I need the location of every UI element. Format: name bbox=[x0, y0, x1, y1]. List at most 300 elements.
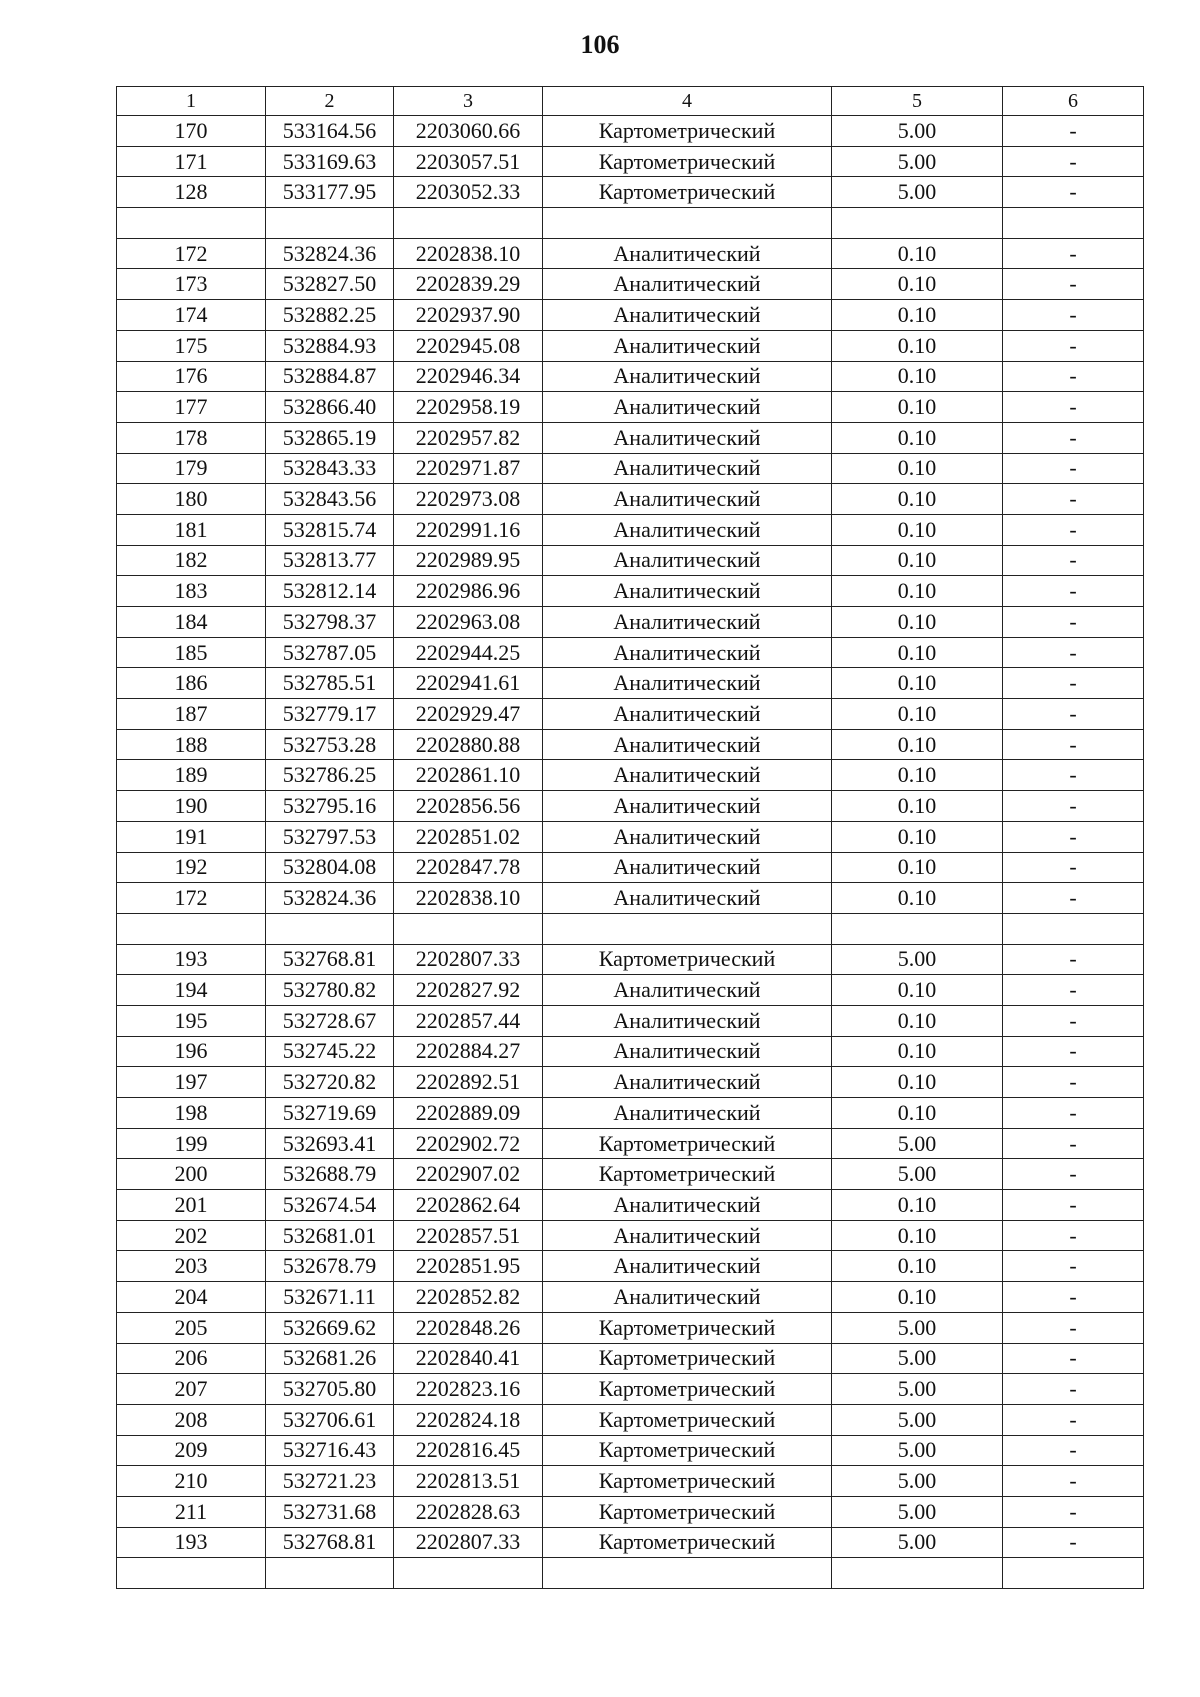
table-cell: 2202807.33 bbox=[394, 944, 543, 975]
table-cell: 0.10 bbox=[832, 1005, 1003, 1036]
table-cell: 532706.61 bbox=[266, 1404, 394, 1435]
header-cell: 6 bbox=[1003, 87, 1144, 116]
table-cell: - bbox=[1003, 637, 1144, 668]
table-cell: - bbox=[1003, 1527, 1144, 1558]
table-cell: 532721.23 bbox=[266, 1466, 394, 1497]
table-row bbox=[117, 760, 1144, 791]
table-row bbox=[117, 422, 1144, 453]
table-cell: 5.00 bbox=[832, 1527, 1003, 1558]
table-cell: 2202957.82 bbox=[394, 422, 543, 453]
table-cell: 532804.08 bbox=[266, 852, 394, 883]
table-cell: 5.00 bbox=[832, 116, 1003, 147]
table-row bbox=[117, 607, 1144, 638]
table-cell: Картометрический bbox=[543, 1404, 832, 1435]
page-number: 106 bbox=[580, 30, 620, 59]
table-cell: 0.10 bbox=[832, 975, 1003, 1006]
table-cell: 2203057.51 bbox=[394, 146, 543, 177]
table-row bbox=[117, 1036, 1144, 1067]
table-cell: Аналитический bbox=[543, 514, 832, 545]
table-cell: - bbox=[1003, 883, 1144, 914]
table-cell: Аналитический bbox=[543, 300, 832, 331]
table-cell: - bbox=[1003, 607, 1144, 638]
table-row bbox=[117, 238, 1144, 269]
table-cell: 210 bbox=[117, 1466, 266, 1497]
table-cell: 2202851.95 bbox=[394, 1251, 543, 1282]
table-cell: 2202838.10 bbox=[394, 238, 543, 269]
table-cell: Аналитический bbox=[543, 422, 832, 453]
table-cell: 194 bbox=[117, 975, 266, 1006]
table-cell: 532693.41 bbox=[266, 1128, 394, 1159]
table-cell: 0.10 bbox=[832, 330, 1003, 361]
table-cell: Аналитический bbox=[543, 883, 832, 914]
table-cell: - bbox=[1003, 1159, 1144, 1190]
table-cell bbox=[117, 208, 266, 239]
table-cell: 0.10 bbox=[832, 484, 1003, 515]
table-cell: 2202861.10 bbox=[394, 760, 543, 791]
table-cell bbox=[1003, 913, 1144, 944]
table-row bbox=[117, 1067, 1144, 1098]
table-cell: Картометрический bbox=[543, 177, 832, 208]
table-cell: 0.10 bbox=[832, 729, 1003, 760]
table-cell: - bbox=[1003, 1312, 1144, 1343]
table-cell: 2202848.26 bbox=[394, 1312, 543, 1343]
table-cell: 203 bbox=[117, 1251, 266, 1282]
table-cell: Картометрический bbox=[543, 1343, 832, 1374]
table-cell: - bbox=[1003, 1282, 1144, 1313]
table-cell: Картометрический bbox=[543, 1435, 832, 1466]
table-cell: 0.10 bbox=[832, 637, 1003, 668]
table-cell: 2202986.96 bbox=[394, 576, 543, 607]
table-cell: - bbox=[1003, 975, 1144, 1006]
table-cell: - bbox=[1003, 944, 1144, 975]
table-cell: 2202880.88 bbox=[394, 729, 543, 760]
table-cell bbox=[117, 913, 266, 944]
header-row bbox=[117, 87, 1144, 116]
table-cell: 193 bbox=[117, 944, 266, 975]
table-cell: 207 bbox=[117, 1374, 266, 1405]
table-cell: - bbox=[1003, 330, 1144, 361]
table-cell bbox=[394, 1558, 543, 1589]
table-cell: 532815.74 bbox=[266, 514, 394, 545]
table-cell: Картометрический bbox=[543, 116, 832, 147]
table-cell: 0.10 bbox=[832, 821, 1003, 852]
table-row bbox=[117, 729, 1144, 760]
table-cell bbox=[832, 1558, 1003, 1589]
table-row bbox=[117, 330, 1144, 361]
table-cell: 532681.01 bbox=[266, 1220, 394, 1251]
table-cell: 2202937.90 bbox=[394, 300, 543, 331]
table-cell: 532865.19 bbox=[266, 422, 394, 453]
table-cell: Аналитический bbox=[543, 269, 832, 300]
table-row bbox=[117, 821, 1144, 852]
table-cell: 179 bbox=[117, 453, 266, 484]
table-cell bbox=[266, 913, 394, 944]
table-cell: 0.10 bbox=[832, 1190, 1003, 1221]
table-cell: 2202823.16 bbox=[394, 1374, 543, 1405]
table-cell: 5.00 bbox=[832, 1128, 1003, 1159]
table-row bbox=[117, 637, 1144, 668]
table-cell: 0.10 bbox=[832, 1098, 1003, 1129]
table-cell: Аналитический bbox=[543, 361, 832, 392]
table-cell: 5.00 bbox=[832, 1496, 1003, 1527]
table-cell bbox=[543, 1558, 832, 1589]
table-row bbox=[117, 453, 1144, 484]
table-row bbox=[117, 116, 1144, 147]
table-row bbox=[117, 1496, 1144, 1527]
table-cell: 181 bbox=[117, 514, 266, 545]
table-cell: Аналитический bbox=[543, 1220, 832, 1251]
table-cell: Аналитический bbox=[543, 1251, 832, 1282]
table-cell: 532720.82 bbox=[266, 1067, 394, 1098]
table-row bbox=[117, 1282, 1144, 1313]
table-cell: 532753.28 bbox=[266, 729, 394, 760]
table-cell: Аналитический bbox=[543, 975, 832, 1006]
table-cell: Аналитический bbox=[543, 576, 832, 607]
table-cell: 2202929.47 bbox=[394, 699, 543, 730]
table-cell: - bbox=[1003, 1128, 1144, 1159]
table-cell: 2202856.56 bbox=[394, 791, 543, 822]
table-cell: 2202824.18 bbox=[394, 1404, 543, 1435]
table-cell: 187 bbox=[117, 699, 266, 730]
table-cell bbox=[1003, 208, 1144, 239]
table-cell: - bbox=[1003, 576, 1144, 607]
table-cell: 2202839.29 bbox=[394, 269, 543, 300]
table-cell: 2202857.44 bbox=[394, 1005, 543, 1036]
table-cell: 532669.62 bbox=[266, 1312, 394, 1343]
table-cell: 195 bbox=[117, 1005, 266, 1036]
table-cell: - bbox=[1003, 1466, 1144, 1497]
table-cell: Аналитический bbox=[543, 1067, 832, 1098]
table-cell: 2202884.27 bbox=[394, 1036, 543, 1067]
table-cell: 2202907.02 bbox=[394, 1159, 543, 1190]
table-cell: 532866.40 bbox=[266, 392, 394, 423]
table-cell bbox=[394, 913, 543, 944]
table-cell: 128 bbox=[117, 177, 266, 208]
table-cell: Аналитический bbox=[543, 607, 832, 638]
table-cell: - bbox=[1003, 361, 1144, 392]
table-row bbox=[117, 852, 1144, 883]
table-cell: 199 bbox=[117, 1128, 266, 1159]
table-cell: 532843.33 bbox=[266, 453, 394, 484]
table-cell: 2202813.51 bbox=[394, 1466, 543, 1497]
separator-row bbox=[117, 208, 1144, 239]
table-cell: - bbox=[1003, 177, 1144, 208]
table-row bbox=[117, 668, 1144, 699]
table-cell: 189 bbox=[117, 760, 266, 791]
table-cell: Картометрический bbox=[543, 1466, 832, 1497]
table-cell: - bbox=[1003, 1435, 1144, 1466]
table-cell: 0.10 bbox=[832, 545, 1003, 576]
table-cell: 174 bbox=[117, 300, 266, 331]
table-cell: 532705.80 bbox=[266, 1374, 394, 1405]
table-cell: 532797.53 bbox=[266, 821, 394, 852]
table-cell: 0.10 bbox=[832, 760, 1003, 791]
table-cell: 176 bbox=[117, 361, 266, 392]
table-row bbox=[117, 791, 1144, 822]
table-row bbox=[117, 361, 1144, 392]
table-cell: - bbox=[1003, 1374, 1144, 1405]
table-cell: 0.10 bbox=[832, 453, 1003, 484]
table-cell: 533169.63 bbox=[266, 146, 394, 177]
table-cell: Картометрический bbox=[543, 944, 832, 975]
table-cell: - bbox=[1003, 1496, 1144, 1527]
table-row bbox=[117, 392, 1144, 423]
table-cell bbox=[832, 208, 1003, 239]
table-cell: Аналитический bbox=[543, 1005, 832, 1036]
table-cell: 5.00 bbox=[832, 1466, 1003, 1497]
table-cell: 192 bbox=[117, 852, 266, 883]
coordinates-table bbox=[116, 86, 1144, 1589]
separator-row bbox=[117, 1558, 1144, 1589]
table-cell: Картометрический bbox=[543, 1496, 832, 1527]
table-cell bbox=[543, 208, 832, 239]
table-cell: 532780.82 bbox=[266, 975, 394, 1006]
table-cell: Аналитический bbox=[543, 1282, 832, 1313]
table-cell: 2202857.51 bbox=[394, 1220, 543, 1251]
table-cell bbox=[117, 1558, 266, 1589]
table-cell: 532884.87 bbox=[266, 361, 394, 392]
table-cell: Аналитический bbox=[543, 238, 832, 269]
table-cell: 532824.36 bbox=[266, 883, 394, 914]
table-cell: 206 bbox=[117, 1343, 266, 1374]
table-cell: Картометрический bbox=[543, 1128, 832, 1159]
table-cell: 0.10 bbox=[832, 514, 1003, 545]
table-cell: 2202840.41 bbox=[394, 1343, 543, 1374]
table-cell: 532674.54 bbox=[266, 1190, 394, 1221]
table-row bbox=[117, 1312, 1144, 1343]
table-cell: 532843.56 bbox=[266, 484, 394, 515]
table-cell: 532719.69 bbox=[266, 1098, 394, 1129]
table-cell: Аналитический bbox=[543, 1098, 832, 1129]
table-cell: 0.10 bbox=[832, 883, 1003, 914]
table-cell: 0.10 bbox=[832, 668, 1003, 699]
table-cell: 184 bbox=[117, 607, 266, 638]
table-cell: 178 bbox=[117, 422, 266, 453]
table-row bbox=[117, 1466, 1144, 1497]
table-cell bbox=[543, 913, 832, 944]
table-cell: - bbox=[1003, 545, 1144, 576]
table-cell: Картометрический bbox=[543, 1527, 832, 1558]
table-cell: 532786.25 bbox=[266, 760, 394, 791]
table-cell: 204 bbox=[117, 1282, 266, 1313]
table-cell: - bbox=[1003, 1067, 1144, 1098]
table-cell: Аналитический bbox=[543, 729, 832, 760]
table-cell: 532884.93 bbox=[266, 330, 394, 361]
table-cell: Аналитический bbox=[543, 453, 832, 484]
table-cell: - bbox=[1003, 1251, 1144, 1282]
table-cell: 205 bbox=[117, 1312, 266, 1343]
table-cell: - bbox=[1003, 1036, 1144, 1067]
header-cell: 2 bbox=[266, 87, 394, 116]
table-cell: 532671.11 bbox=[266, 1282, 394, 1313]
table-row bbox=[117, 1128, 1144, 1159]
table-cell: Аналитический bbox=[543, 637, 832, 668]
table-cell: - bbox=[1003, 422, 1144, 453]
table-cell: 198 bbox=[117, 1098, 266, 1129]
table-cell: 0.10 bbox=[832, 607, 1003, 638]
table-row bbox=[117, 514, 1144, 545]
table-cell: 5.00 bbox=[832, 1435, 1003, 1466]
table-cell: - bbox=[1003, 1190, 1144, 1221]
table-cell: - bbox=[1003, 392, 1144, 423]
table-row bbox=[117, 545, 1144, 576]
table-cell: 186 bbox=[117, 668, 266, 699]
table-cell: 2202958.19 bbox=[394, 392, 543, 423]
header-cell: 4 bbox=[543, 87, 832, 116]
table-cell: - bbox=[1003, 760, 1144, 791]
table-cell bbox=[266, 208, 394, 239]
table-cell: 2202851.02 bbox=[394, 821, 543, 852]
table-row bbox=[117, 1435, 1144, 1466]
table-cell: 0.10 bbox=[832, 1251, 1003, 1282]
table-cell: 171 bbox=[117, 146, 266, 177]
table-cell: 532812.14 bbox=[266, 576, 394, 607]
table-cell: 209 bbox=[117, 1435, 266, 1466]
table-cell bbox=[832, 913, 1003, 944]
table-cell: 2202991.16 bbox=[394, 514, 543, 545]
table-cell: - bbox=[1003, 484, 1144, 515]
table-cell: Картометрический bbox=[543, 1159, 832, 1190]
table-cell: 2202838.10 bbox=[394, 883, 543, 914]
table-cell: 532798.37 bbox=[266, 607, 394, 638]
table-row bbox=[117, 699, 1144, 730]
table-cell: - bbox=[1003, 1005, 1144, 1036]
table-cell: 172 bbox=[117, 238, 266, 269]
table-cell: 193 bbox=[117, 1527, 266, 1558]
table-cell: 2203060.66 bbox=[394, 116, 543, 147]
table-cell: Аналитический bbox=[543, 545, 832, 576]
table-cell: 2202816.45 bbox=[394, 1435, 543, 1466]
table-cell: - bbox=[1003, 1404, 1144, 1435]
table-cell: 2202847.78 bbox=[394, 852, 543, 883]
table-cell: - bbox=[1003, 269, 1144, 300]
table-cell: 532745.22 bbox=[266, 1036, 394, 1067]
table-row bbox=[117, 177, 1144, 208]
table-row bbox=[117, 1190, 1144, 1221]
table-cell: 2202946.34 bbox=[394, 361, 543, 392]
table-cell: 5.00 bbox=[832, 177, 1003, 208]
table-cell: - bbox=[1003, 821, 1144, 852]
table-cell: Аналитический bbox=[543, 699, 832, 730]
table-cell: 196 bbox=[117, 1036, 266, 1067]
table-cell: 2202807.33 bbox=[394, 1527, 543, 1558]
table-row bbox=[117, 484, 1144, 515]
table-cell: Картометрический bbox=[543, 1312, 832, 1343]
table-cell: - bbox=[1003, 699, 1144, 730]
table-cell: Аналитический bbox=[543, 392, 832, 423]
table-cell: - bbox=[1003, 300, 1144, 331]
header-cell: 1 bbox=[117, 87, 266, 116]
table-cell: - bbox=[1003, 729, 1144, 760]
table-cell: 532785.51 bbox=[266, 668, 394, 699]
table-cell: 532731.68 bbox=[266, 1496, 394, 1527]
table-cell: 5.00 bbox=[832, 1343, 1003, 1374]
table-cell: 532824.36 bbox=[266, 238, 394, 269]
table-cell: - bbox=[1003, 146, 1144, 177]
table-cell: 5.00 bbox=[832, 1404, 1003, 1435]
table-cell bbox=[266, 1558, 394, 1589]
header-cell: 5 bbox=[832, 87, 1003, 116]
table-cell: Аналитический bbox=[543, 852, 832, 883]
table-cell: Аналитический bbox=[543, 760, 832, 791]
table-cell: 0.10 bbox=[832, 852, 1003, 883]
table-row bbox=[117, 975, 1144, 1006]
table-cell: 5.00 bbox=[832, 1312, 1003, 1343]
table-row bbox=[117, 1343, 1144, 1374]
table-cell: 533164.56 bbox=[266, 116, 394, 147]
table-cell: 532728.67 bbox=[266, 1005, 394, 1036]
table-cell: Аналитический bbox=[543, 484, 832, 515]
table-cell: - bbox=[1003, 1343, 1144, 1374]
table-cell: 2202892.51 bbox=[394, 1067, 543, 1098]
table-cell: 2202973.08 bbox=[394, 484, 543, 515]
table-cell: 2202902.72 bbox=[394, 1128, 543, 1159]
table-cell: 0.10 bbox=[832, 576, 1003, 607]
table-cell: 183 bbox=[117, 576, 266, 607]
table-row bbox=[117, 883, 1144, 914]
table-cell: - bbox=[1003, 453, 1144, 484]
table-cell: Аналитический bbox=[543, 1036, 832, 1067]
table-cell: 532779.17 bbox=[266, 699, 394, 730]
table-cell: 532787.05 bbox=[266, 637, 394, 668]
table-cell: 211 bbox=[117, 1496, 266, 1527]
table-cell: 532688.79 bbox=[266, 1159, 394, 1190]
table-cell: 5.00 bbox=[832, 1159, 1003, 1190]
header-cell: 3 bbox=[394, 87, 543, 116]
table-cell: - bbox=[1003, 514, 1144, 545]
table-cell: 182 bbox=[117, 545, 266, 576]
table-cell: 532768.81 bbox=[266, 1527, 394, 1558]
table-cell: - bbox=[1003, 852, 1144, 883]
table-cell: 2202963.08 bbox=[394, 607, 543, 638]
table-cell: 201 bbox=[117, 1190, 266, 1221]
table-cell: 0.10 bbox=[832, 269, 1003, 300]
table-cell: Аналитический bbox=[543, 668, 832, 699]
table-cell: - bbox=[1003, 116, 1144, 147]
table-row bbox=[117, 300, 1144, 331]
table-cell: 2202944.25 bbox=[394, 637, 543, 668]
table-cell: 200 bbox=[117, 1159, 266, 1190]
table-row bbox=[117, 1005, 1144, 1036]
table-cell bbox=[394, 208, 543, 239]
table-body bbox=[117, 87, 1144, 1589]
table-cell: Аналитический bbox=[543, 791, 832, 822]
table-row bbox=[117, 1374, 1144, 1405]
table-row bbox=[117, 1251, 1144, 1282]
table-cell: 0.10 bbox=[832, 1036, 1003, 1067]
table-cell: 170 bbox=[117, 116, 266, 147]
table-cell: 0.10 bbox=[832, 361, 1003, 392]
table-cell: Картометрический bbox=[543, 1374, 832, 1405]
table-cell: 2202852.82 bbox=[394, 1282, 543, 1313]
separator-row bbox=[117, 913, 1144, 944]
table-cell: 532678.79 bbox=[266, 1251, 394, 1282]
table-cell: 0.10 bbox=[832, 699, 1003, 730]
table-cell: 185 bbox=[117, 637, 266, 668]
table-cell: 532813.77 bbox=[266, 545, 394, 576]
table-cell: 0.10 bbox=[832, 392, 1003, 423]
table-cell: 177 bbox=[117, 392, 266, 423]
table-cell: 190 bbox=[117, 791, 266, 822]
table-cell: Аналитический bbox=[543, 1190, 832, 1221]
table-cell: Аналитический bbox=[543, 821, 832, 852]
table-cell: 532827.50 bbox=[266, 269, 394, 300]
table-row bbox=[117, 269, 1144, 300]
table-cell: 202 bbox=[117, 1220, 266, 1251]
table-cell: 532882.25 bbox=[266, 300, 394, 331]
table-cell: 532795.16 bbox=[266, 791, 394, 822]
table-row bbox=[117, 944, 1144, 975]
